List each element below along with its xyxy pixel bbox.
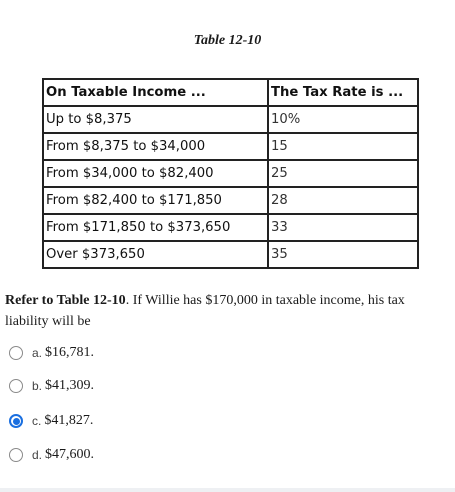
tax-rate: 25 [268, 160, 418, 187]
answer-option-d[interactable] [9, 445, 94, 465]
option-text: $16,781. [45, 345, 95, 360]
option-text: $47,600. [45, 447, 95, 462]
tax-rate: 35 [268, 241, 418, 268]
answer-option-c[interactable] [9, 411, 93, 431]
tax-rate: 15 [268, 133, 418, 160]
option-letter: b. [32, 379, 43, 393]
tax-rate: 10% [268, 106, 418, 133]
table-row [43, 133, 418, 160]
answer-option-a[interactable] [9, 343, 94, 363]
question-text [5, 290, 445, 332]
header-taxable-income: On Taxable Income ... [43, 79, 268, 106]
radio-button-selected-icon[interactable] [9, 414, 23, 428]
radio-button-icon[interactable] [9, 379, 23, 393]
option-letter: c. [32, 414, 42, 428]
income-bracket: Up to $8,375 [43, 106, 268, 133]
income-bracket: From $82,400 to $171,850 [43, 187, 268, 214]
radio-button-icon[interactable] [9, 346, 23, 360]
table-reference: Refer to Table 12-10 [5, 293, 126, 308]
option-letter: d. [32, 448, 43, 462]
option-text: $41,827. [44, 413, 94, 428]
tax-rate: 28 [268, 187, 418, 214]
tax-rate-table [42, 78, 419, 269]
table-header-row [43, 79, 418, 106]
question-body: . If Willie has $170,000 in taxable income, his tax liability will be [5, 293, 405, 329]
header-tax-rate: The Tax Rate is ... [268, 79, 418, 106]
table-row [43, 214, 418, 241]
table-row [43, 106, 418, 133]
answer-option-b[interactable] [9, 376, 94, 396]
income-bracket: Over $373,650 [43, 241, 268, 268]
income-bracket: From $171,850 to $373,650 [43, 214, 268, 241]
bottom-divider [0, 488, 455, 492]
table-caption: Table 12-10 [193, 33, 262, 48]
tax-rate: 33 [268, 214, 418, 241]
radio-button-icon[interactable] [9, 448, 23, 462]
option-letter: a. [32, 346, 43, 360]
option-text: $41,309. [45, 378, 95, 393]
table-row [43, 160, 418, 187]
table-row [43, 241, 418, 268]
income-bracket: From $34,000 to $82,400 [43, 160, 268, 187]
income-bracket: From $8,375 to $34,000 [43, 133, 268, 160]
table-row [43, 187, 418, 214]
